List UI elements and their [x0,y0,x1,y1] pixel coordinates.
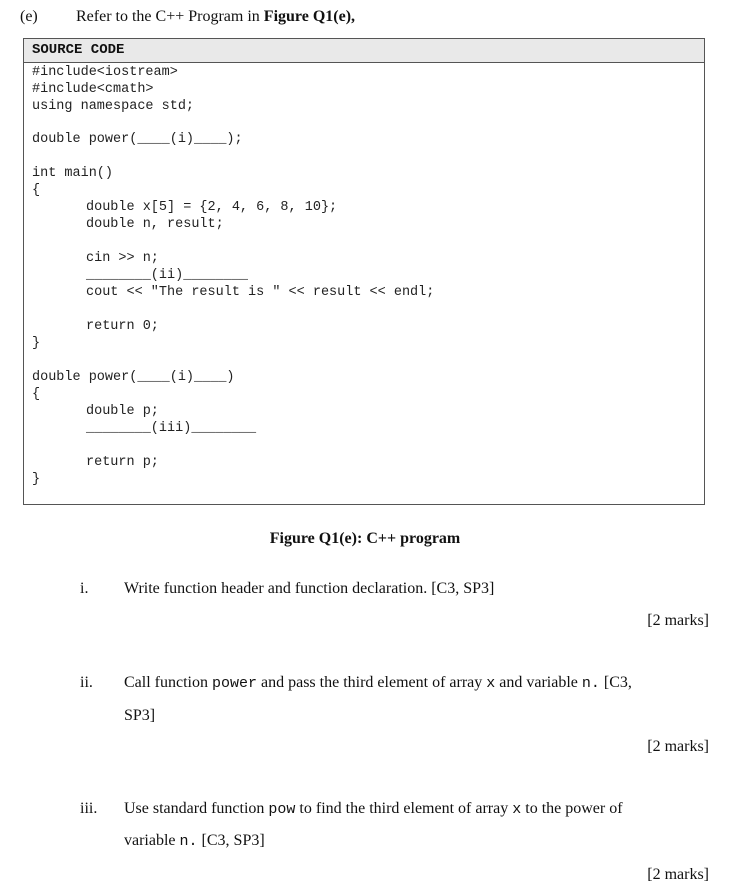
code-line: { [32,183,41,198]
code-line: cin >> n; [86,251,159,266]
item-numeral: i. [80,580,89,597]
item-text-part: variable [124,832,180,849]
item-text: Write function header and function declaration. [C3, SP3] [124,580,495,597]
item-numeral: ii. [80,674,93,691]
inline-code: n. [179,833,198,850]
code-line: ________(ii)________ [86,268,249,283]
inline-code: pow [268,801,296,818]
item-text-part: and pass the third element of array [257,674,487,691]
item-text-line1 [124,674,632,692]
item-text-line1 [124,800,623,818]
code-line: #include<cmath> [32,82,154,97]
inline-code: power [211,675,257,692]
code-line: return p; [86,455,159,470]
code-line: cout << "The result is " << result << endl; [86,285,435,300]
question-label: (e) [20,8,38,25]
source-code-header [24,39,704,63]
inline-code: x [512,801,522,818]
question-intro-text: Refer to the C++ Program in [76,8,264,25]
item-text-part: [C3, [599,674,632,691]
item-text-part: [C3, SP3] [197,832,265,849]
code-line: double p; [86,404,159,419]
code-line: { [32,387,41,402]
item-text-part: to the power of [521,800,623,817]
item-marks: [2 marks] [647,866,709,883]
code-line: return 0; [86,319,159,334]
inline-code: n. [581,675,600,692]
item-marks: [2 marks] [647,738,709,755]
code-line: } [32,472,41,487]
code-line: double power(____(i)____); [32,132,243,147]
item-text-part: Call function [124,674,212,691]
item-text-line2 [124,832,265,850]
item-marks: [2 marks] [647,612,709,629]
question-figure-ref: Figure Q1(e), [263,8,356,25]
item-text-part: and variable [495,674,582,691]
question-intro [76,8,355,26]
item-text-part: to find the third element of array [295,800,513,817]
code-line: double power(____(i)____) [32,370,235,385]
item-text-line2: SP3] [124,707,156,724]
code-line: double x[5] = {2, 4, 6, 8, 10}; [86,200,338,215]
code-line: } [32,336,41,351]
code-line: #include<iostream> [32,65,178,80]
figure-caption: Figure Q1(e): C++ program [269,530,461,547]
code-line: using namespace std; [32,99,195,114]
item-text-part: Use standard function [124,800,269,817]
code-line: ________(iii)________ [86,421,257,436]
item-numeral: iii. [80,800,98,817]
source-code-title: SOURCE CODE [32,42,125,58]
code-line: double n, result; [86,217,224,232]
inline-code: x [486,675,496,692]
code-line: int main() [32,166,114,181]
source-code-box [23,38,705,505]
